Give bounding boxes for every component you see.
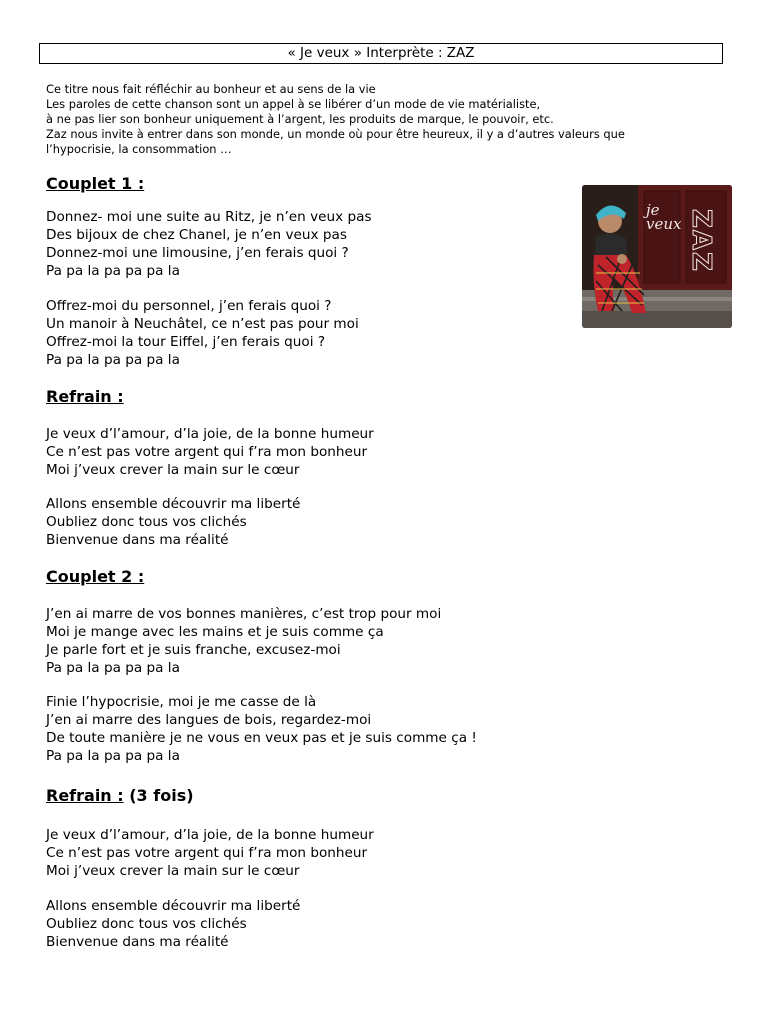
refrain-1-heading-text: Refrain : xyxy=(46,387,124,406)
refrain-2-stanza-1 xyxy=(46,826,374,880)
lyric-line: Moi j’veux crever la main sur le cœur xyxy=(46,863,300,879)
couplet-2-stanza-2 xyxy=(46,693,477,765)
lyric-line: J’en ai marre de vos bonnes manières, c’est trop pour moi xyxy=(46,606,442,622)
couplet-1-stanza-2 xyxy=(46,297,359,369)
lyric-line: Donnez- moi une suite au Ritz, je n’en veux pas xyxy=(46,209,372,225)
couplet-1-heading xyxy=(46,174,144,194)
lyric-line: Offrez-moi la tour Eiffel, j’en ferais quoi ? xyxy=(46,334,326,350)
lyric-line: Bienvenue dans ma réalité xyxy=(46,934,229,950)
intro-line: Ce titre nous fait réfléchir au bonheur et au sens de la vie xyxy=(46,82,376,96)
lyric-line: Pa pa la pa pa pa la xyxy=(46,263,180,279)
refrain-1-heading xyxy=(46,387,124,407)
lyric-line: Je veux d’l’amour, d’la joie, de la bonne humeur xyxy=(46,426,374,442)
lyric-line: Pa pa la pa pa pa la xyxy=(46,660,180,676)
refrain-1-stanza-2 xyxy=(46,495,300,549)
refrain-1-stanza-1 xyxy=(46,425,374,479)
lyric-line: De toute manière je ne vous en veux pas et je suis comme ça ! xyxy=(46,730,477,746)
couplet-1-heading-text: Couplet 1 : xyxy=(46,174,145,193)
lyric-line: Pa pa la pa pa pa la xyxy=(46,352,180,368)
refrain-2-repeat-note: (3 fois) xyxy=(123,786,194,805)
lyric-line: J’en ai marre des langues de bois, regardez-moi xyxy=(46,712,372,728)
intro-line: Les paroles de cette chanson sont un appel à se libérer d’un mode de vie matérialiste, xyxy=(46,97,541,111)
lyric-line: Allons ensemble découvrir ma liberté xyxy=(46,496,301,512)
couplet-2-heading-text: Couplet 2 : xyxy=(46,567,145,586)
lyric-line: Ce n’est pas votre argent qui f’ra mon bonheur xyxy=(46,845,368,861)
album-title-script: je veux xyxy=(646,201,682,233)
lyric-line: Ce n’est pas votre argent qui f’ra mon bonheur xyxy=(46,444,368,460)
lyric-line: Je parle fort et je suis franche, excusez-moi xyxy=(46,642,341,658)
couplet-1-stanza-1 xyxy=(46,208,372,280)
lyric-line: Oubliez donc tous vos clichés xyxy=(46,916,247,932)
lyric-line: Pa pa la pa pa pa la xyxy=(46,748,180,764)
album-cover-image xyxy=(582,185,732,328)
refrain-2-heading-text: Refrain : xyxy=(46,786,124,805)
intro-paragraph xyxy=(46,82,726,157)
lyric-line: Offrez-moi du personnel, j’en ferais quoi ? xyxy=(46,298,332,314)
lyric-line: Allons ensemble découvrir ma liberté xyxy=(46,898,301,914)
couplet-2-stanza-1 xyxy=(46,605,441,677)
intro-line: l’hypocrisie, la consommation … xyxy=(46,142,232,156)
lyric-line: Un manoir à Neuchâtel, ce n’est pas pour moi xyxy=(46,316,359,332)
lyric-line: Donnez-moi une limousine, j’en ferais quoi ? xyxy=(46,245,349,261)
refrain-2-heading xyxy=(46,786,194,806)
document-title: « Je veux » Interprète : ZAZ xyxy=(39,43,723,64)
lyric-line: Moi je mange avec les mains et je suis comme ça xyxy=(46,624,384,640)
refrain-2-stanza-2 xyxy=(46,897,300,951)
album-artist-logo: ZAZ xyxy=(686,209,716,273)
lyric-line: Finie l’hypocrisie, moi je me casse de là xyxy=(46,694,317,710)
lyric-line: Oubliez donc tous vos clichés xyxy=(46,514,247,530)
lyric-line: Des bijoux de chez Chanel, je n’en veux pas xyxy=(46,227,347,243)
lyric-line: Moi j’veux crever la main sur le cœur xyxy=(46,462,300,478)
lyric-line: Je veux d’l’amour, d’la joie, de la bonne humeur xyxy=(46,827,374,843)
lyric-line: Bienvenue dans ma réalité xyxy=(46,532,229,548)
intro-line: Zaz nous invite à entrer dans son monde, un monde où pour être heureux, il y a d’autres valeurs que xyxy=(46,127,625,141)
intro-line: à ne pas lier son bonheur uniquement à l’argent, les produits de marque, le pouvoir, etc. xyxy=(46,112,554,126)
couplet-2-heading xyxy=(46,567,144,587)
